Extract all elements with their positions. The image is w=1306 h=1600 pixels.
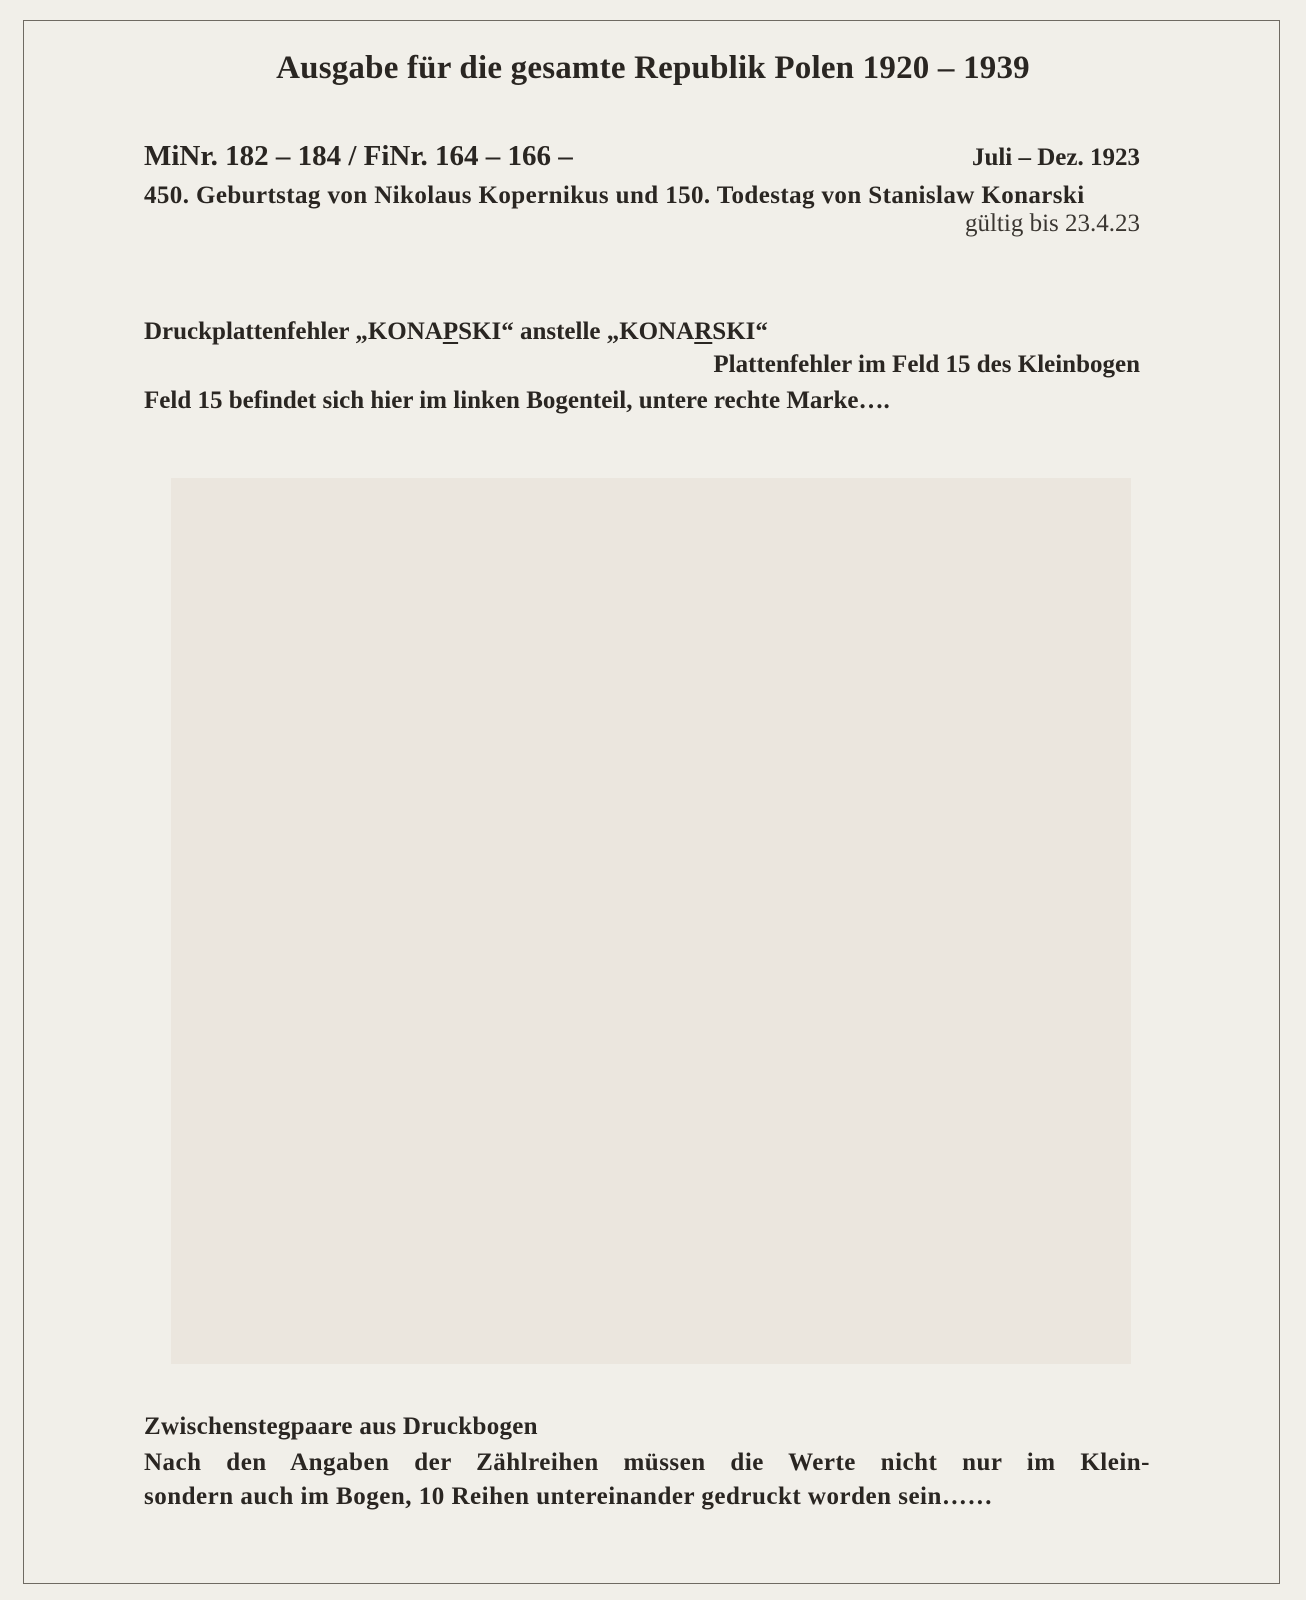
footer-title: Zwischenstegpaare aus Druckbogen	[144, 1413, 538, 1440]
plate-error-prefix: Druckplattenfehler „KONA	[144, 318, 443, 345]
stamp-mount-area	[171, 478, 1131, 1364]
validity-note: gültig bis 23.4.23	[964, 210, 1140, 237]
plate-position-note: Plattenfehler im Feld 15 des Kleinbogen	[713, 351, 1140, 378]
plate-error-title	[144, 318, 1140, 346]
footer-line-1: Nach den Angaben der Zählreihen müssen die Werte nicht nur im Klein-	[144, 1449, 1150, 1476]
footer-text	[144, 1446, 1150, 1514]
issue-date: Juli – Dez. 1923	[971, 144, 1140, 171]
page-title: Ausgabe für die gesamte Republik Polen 1920 – 1939	[276, 50, 1030, 86]
plate-error-middle: SKI“ anstelle „KONA	[458, 318, 695, 345]
catalog-numbers: MiNr. 182 – 184 / FiNr. 164 – 166 –	[144, 140, 573, 172]
footer-line-2: sondern auch im Bogen, 10 Reihen untereinander gedruckt worden sein……	[144, 1483, 993, 1510]
field-location-note: Feld 15 befindet sich hier im linken Bogenteil, untere rechte Marke….	[144, 387, 890, 414]
plate-error-correct-letter: R	[694, 318, 713, 345]
issue-subject: 450. Geburtstag von Nikolaus Kopernikus und 150. Todestag von Stanislaw Konarski	[144, 182, 1085, 209]
plate-error-wrong-letter: P	[442, 318, 459, 345]
plate-error-suffix: SKI“	[712, 318, 768, 345]
catalog-header	[144, 140, 1140, 173]
